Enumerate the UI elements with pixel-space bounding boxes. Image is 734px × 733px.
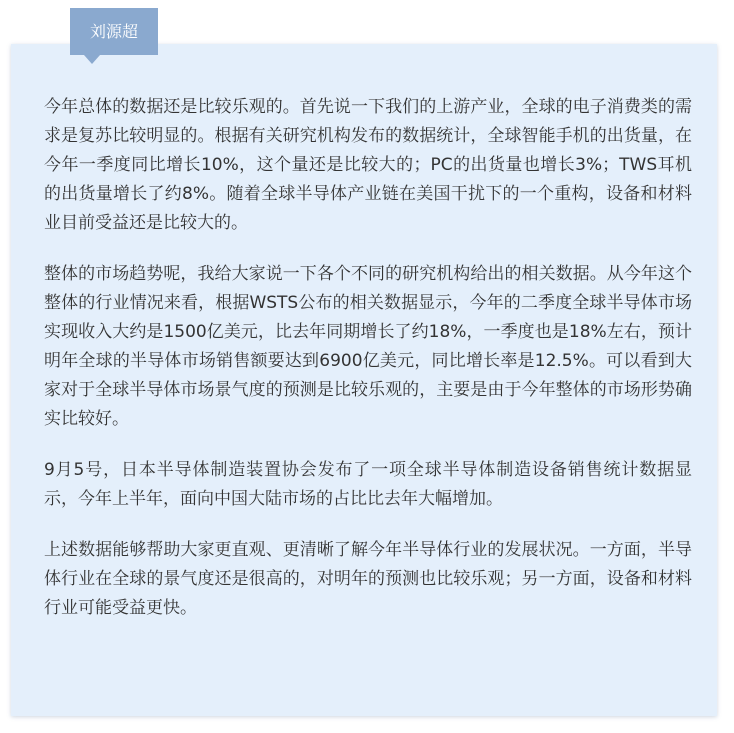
quote-body xyxy=(44,93,692,645)
author-tag-pointer xyxy=(84,55,100,64)
paragraph-2: 整体的市场趋势呢，我给大家说一下各个不同的研究机构给出的相关数据。从今年这个整体的行业情况来看，根据WSTS公布的相关数据显示，今年的二季度全球半导体市场实现收入大约是1500亿美元，比去年同期增长了约18%，一季度也是18%左右，预计明年全球的半导体市场销售额要达到6900亿美元，同比增长率是12.5%。可以看到大家对于全球半导体市场景气度的预测是比较乐观的，主要是由于今年整体的市场形势确实比较好。 xyxy=(44,264,692,429)
quote-card xyxy=(11,44,717,716)
paragraph-3: 9月5号，日本半导体制造装置协会发布了一项全球半导体制造设备销售统计数据显示，今年上半年，面向中国大陆市场的占比比去年大幅增加。 xyxy=(44,460,692,509)
paragraph-1: 今年总体的数据还是比较乐观的。首先说一下我们的上游产业，全球的电子消费类的需求是复苏比较明显的。根据有关研究机构发布的数据统计，全球智能手机的出货量，在今年一季度同比增长10%，这个量还是比较大的；PC的出货量也增长3%；TWS耳机的出货量增长了约8%。随着全球半导体产业链在美国干扰下的一个重构，设备和材料业目前受益还是比较大的。 xyxy=(44,97,692,233)
author-name: 刘源超 xyxy=(89,22,138,41)
paragraph-4: 上述数据能够帮助大家更直观、更清晰了解今年半导体行业的发展状况。一方面，半导体行业在全球的景气度还是很高的，对明年的预测也比较乐观；另一方面，设备和材料行业可能受益更快。 xyxy=(44,540,692,618)
author-name-tag xyxy=(70,8,158,55)
